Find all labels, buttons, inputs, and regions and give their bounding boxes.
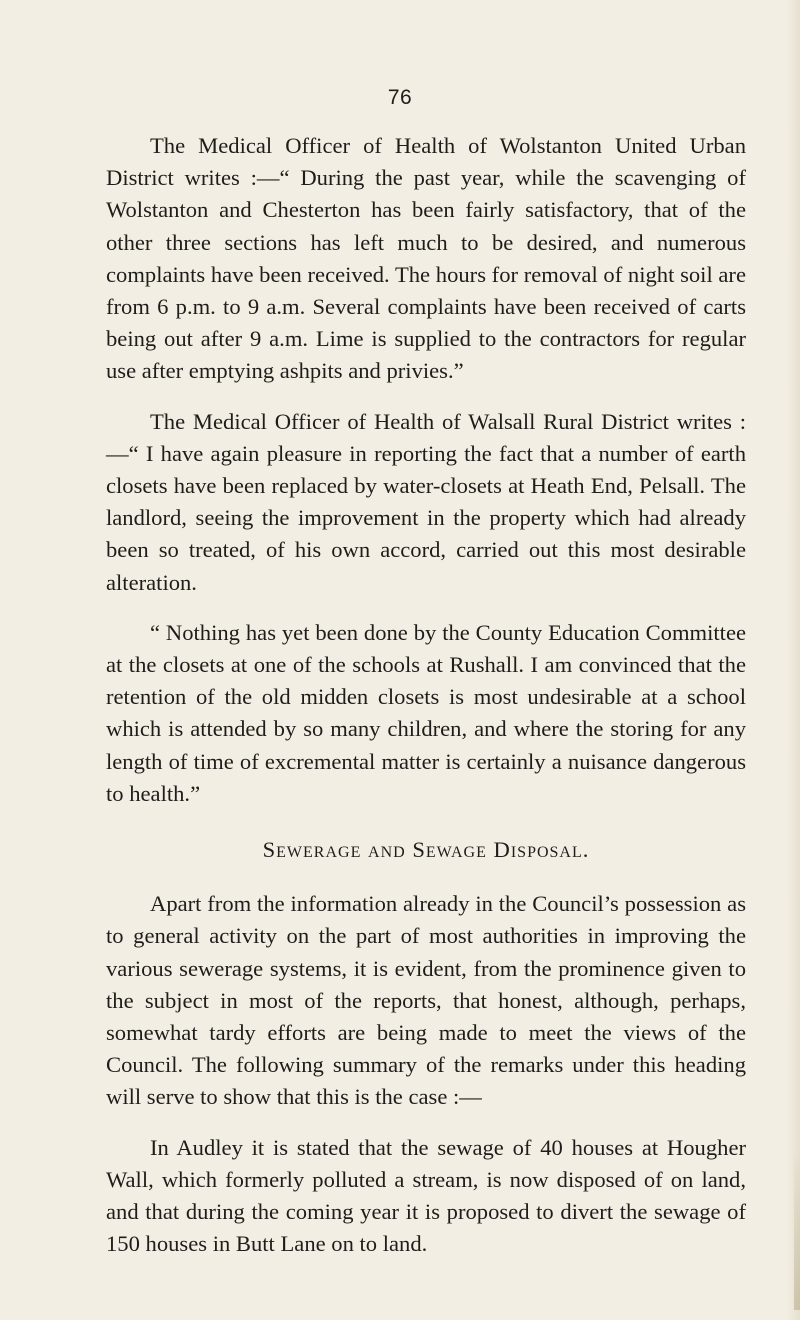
page-edge-stain — [794, 1150, 800, 1310]
section-heading: Sewerage and Sewage Disposal. — [262, 837, 590, 863]
paragraph-sewerage-intro: Apart from the information already in the Council’s possession as to general activity on the part of most authorities in improving the various sewerage systems, it is evident, from the prominence given to the subject in most of the reports, that honest, although, perhaps, somewhat tardy efforts are being made to meet the views of the Council. The following summary of the remarks under this heading will serve to show that this is the case :— — [106, 891, 746, 1110]
page-edge-shadow — [786, 0, 800, 1320]
paragraph-wolstanton: The Medical Officer of Health of Wolstanton United Urban District writes :—“ During the past year, while the scavenging of Wolstanton and Chesterton has been fairly satisfactory, that of the other three sections has left much to be desired, and numerous complaints have been received. The hours for removal of night soil are from 6 p.m. to 9 a.m. Several complaints have been received of carts being out after 9 a.m. Lime is supplied to the contractors for regular use after emptying ashpits and privies.” — [106, 133, 746, 384]
page-number: 76 — [387, 86, 413, 109]
paragraph-audley: In Audley it is stated that the sewage of 40 houses at Hougher Wall, which formerly polluted a stream, is now disposed of on land, and that during the coming year it is proposed to divert the sewage of 150 houses in Butt Lane on to land. — [106, 1134, 746, 1257]
body-text — [106, 130, 746, 1261]
paragraph-walsall: The Medical Officer of Health of Walsall Rural District writes :—“ I have again pleasure in reporting the fact that a number of earth closets have been replaced by water-closets at Heath End, Pelsall. The landlord, seeing the improvement in the property which had already been so treated, of his own accord, carried out this most desirable alteration. — [106, 408, 746, 595]
paragraph-rushall: “ Nothing has yet been done by the County Education Committee at the closets at one of the schools at Rushall. I am convinced that the retention of the old midden closets is most undesirable at a school which is attended by so many children, and where the storing for any length of time of excremental matter is certainly a nuisance dangerous to health.” — [106, 619, 746, 806]
